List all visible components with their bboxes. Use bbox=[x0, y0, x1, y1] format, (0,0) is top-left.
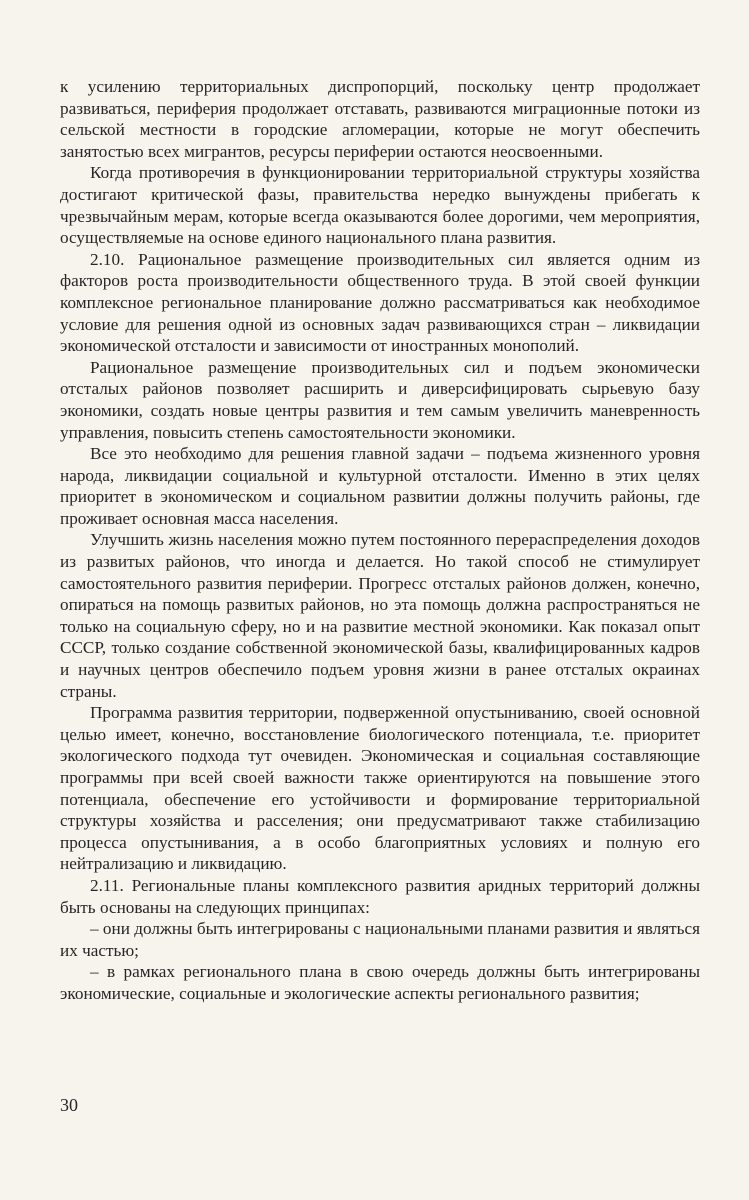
paragraph-desertification-program: Программа развития территории, подверженной опустыниванию, своей основной целью имеет, конечно, восстановление биологического потенциала, т.е. приоритет экологического подхода тут очевиден. Экономическая и социальная составляющие программы при всей своей важности также ориентируются на повышение этого потенциала, обеспечение его устойчивости и формирование территориальной структуры хозяйства и расселения; они предусматривают также стабилизацию процесса опустынивания, а в особо благоприятных условиях и полную его нейтрализацию и ликвидацию. bbox=[60, 703, 700, 874]
paragraph-crisis-measures: Когда противоречия в функционировании территориальной структуры хозяйства достигают критической фазы, правительства нередко вынуждены прибегать к чрезвычайным мерам, которые всегда оказываются более дорогими, чем мероприятия, осуществляемые на основе единого национального плана развития. bbox=[60, 163, 700, 248]
paragraph-section-2-10: 2.10. Рациональное размещение производительных сил является одним из факторов роста производительности общественного труда. В этой своей функции комплексное региональное планирование должно рассматриваться как необходимое условие для решения одной из основных задач развивающихся стран – ликвидации экономической отсталости и зависимости от иностранных монополий. bbox=[60, 249, 700, 356]
paragraph-continuation: к усилению территориальных диспропорций, поскольку центр продолжает развиваться, периферия продолжает отставать, развиваются миграционные потоки из сельской местности в городские агломерации, которые не могут обеспечить занятостью всех мигрантов, ресурсы периферии остаются неосвоенными. bbox=[60, 77, 700, 161]
body-text bbox=[60, 76, 700, 1005]
page-number: 30 bbox=[60, 1095, 78, 1115]
paragraph-income-redistribution: Улучшить жизнь населения можно путем постоянного перераспределения доходов из развитых районов, что иногда и делается. Но такой способ не стимулирует самостоятельного развития периферии. Прогресс отсталых районов должен, конечно, опираться на помощь развитых районов, но эта помощь должна распространяться не только на социальную сферу, но и на развитие местной экономики. Как показал опыт СССР, только создание собственной экономической базы, квалифицированных кадров и научных центров обеспечило подъем уровня жизни в ранее отсталых окраинах страны. bbox=[60, 530, 700, 701]
list-item-national-plans: – они должны быть интегрированы с национальными планами развития и являться их частью; bbox=[60, 919, 700, 960]
paragraph-rational-placement: Рациональное размещение производительных сил и подъем экономически отсталых районов позволяет расширить и диверсифицировать сырьевую базу экономики, создать новые центры развития и тем самым увеличить маневренность управления, повысить степень самостоятельности экономики. bbox=[60, 357, 700, 442]
list-item-regional-integration: – в рамках регионального плана в свою очередь должны быть интегрированы экономические, социальные и экологические аспекты регионального развития; bbox=[60, 962, 700, 1003]
paragraph-section-2-11: 2.11. Региональные планы комплексного развития аридных территорий должны быть основаны на следующих принципах: bbox=[60, 875, 700, 917]
paragraph-main-task: Все это необходимо для решения главной задачи – подъема жизненного уровня народа, ликвидации социальной и культурной отсталости. Именно в этих целях приоритет в экономическом и социальном развитии должны получить районы, где проживает основная масса населения. bbox=[60, 444, 700, 528]
